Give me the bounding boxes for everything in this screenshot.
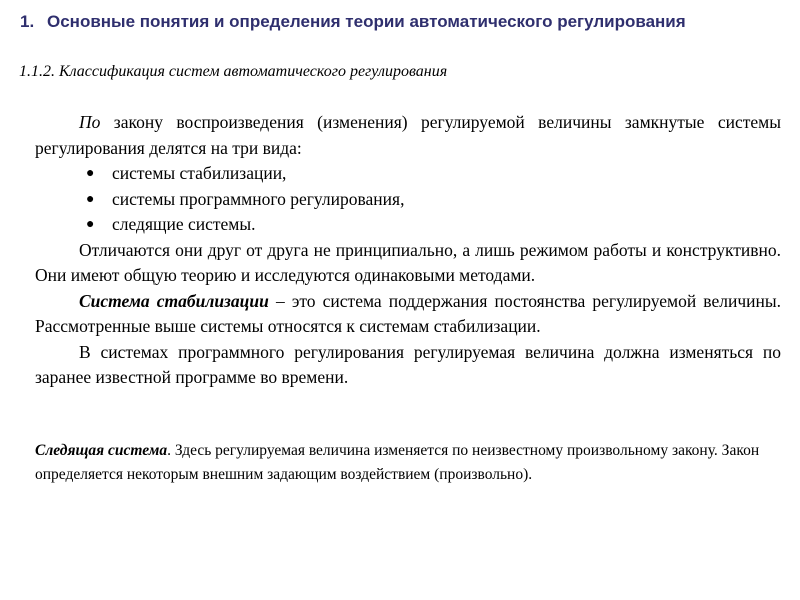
list-item bbox=[35, 161, 781, 187]
list-item-label: системы стабилизации, bbox=[112, 163, 287, 183]
tracking-term: Следящая система bbox=[35, 442, 168, 459]
heading-number: 1. bbox=[20, 12, 35, 31]
bullet-icon: ● bbox=[86, 166, 95, 181]
differences-paragraph: Отличаются они друг от друга не принципиально, а лишь режимом работы и конструктивно. Они имеют общую теорию и исследуются одинаковыми методами. bbox=[35, 239, 781, 285]
intro-lead: По bbox=[79, 112, 101, 132]
tracking-paragraph bbox=[35, 439, 775, 487]
stabilization-term: Система стабилизации bbox=[79, 290, 269, 311]
tracking-rest: . Здесь регулируемая величина изменяется по неизвестному произвольному закону. Закон определяется некоторым внешним задающим воздействием (произвольно). bbox=[35, 442, 760, 483]
section-subheading: 1.1.2. Классификация систем автоматического регулирования bbox=[19, 63, 448, 80]
bullet-icon: ● bbox=[86, 217, 95, 232]
list-item-label: следящие системы. bbox=[112, 214, 256, 234]
slide-heading bbox=[20, 11, 720, 33]
intro-rest: закону воспроизведения (изменения) регулируемой величины замкнутые системы регулирования делятся на три вида: bbox=[35, 112, 781, 158]
intro-paragraph bbox=[35, 110, 781, 161]
stabilization-rest: – это система поддержания постоянства регулируемой величины. Рассмотренные выше системы относятся к системам стабилизации. bbox=[35, 290, 781, 336]
list-item bbox=[35, 212, 781, 238]
system-types-list bbox=[35, 161, 781, 238]
heading-title: Основные понятия и определения теории автоматического регулирования bbox=[47, 12, 686, 31]
program-paragraph: В системах программного регулирования регулируемая величина должна изменяться по заранее известной программе во времени. bbox=[35, 341, 781, 387]
bullet-icon: ● bbox=[86, 191, 95, 207]
list-item bbox=[35, 187, 781, 213]
main-text bbox=[35, 110, 781, 391]
tracking-note bbox=[35, 439, 775, 487]
stabilization-paragraph bbox=[35, 289, 781, 340]
list-item-label: системы программного регулирования, bbox=[112, 188, 405, 209]
